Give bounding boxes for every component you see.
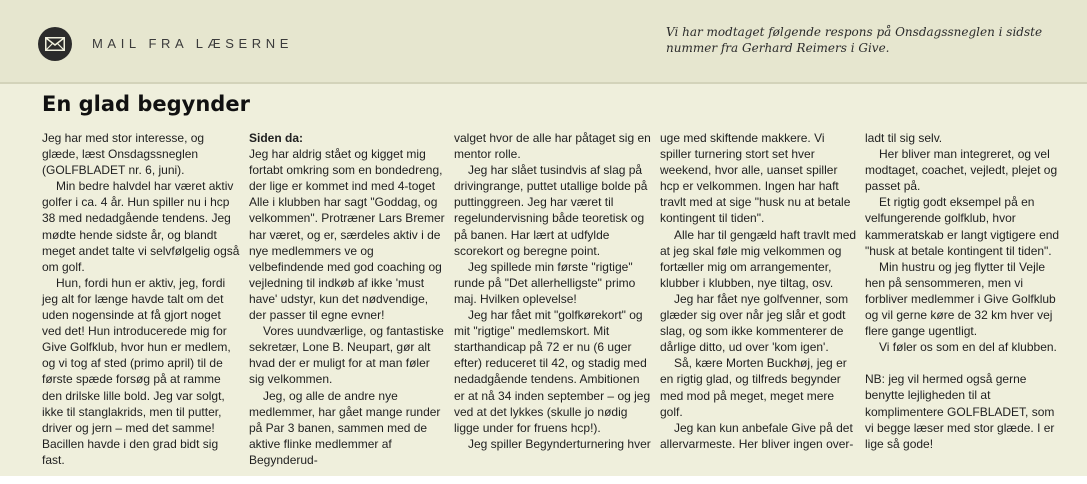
paragraph: valget hvor de alle har påtaget sig en mentor rolle.: [454, 131, 651, 162]
paragraph: Jeg kan kun anbefale Give på det allervarmeste. Her bliver ingen over-: [660, 420, 854, 451]
paragraph: Et rigtig godt eksempel på en velfungerende golfklub, hvor kammeratskab er langt vigtigere end "husk at betale kontingent til tiden".: [865, 195, 1060, 258]
paragraph: Her bliver man integreret, og vel modtaget, coachet, vejledt, plejet og passet på.: [865, 147, 1058, 194]
intro-line: nummer fra Gerhard Reimers i Give.: [666, 41, 890, 55]
paragraph: NB: jeg vil hermed også gerne benytte lejligheden til at komplimentere GOLFBLADET, som vi begge læser med stor glæde. I er lige så gode!: [865, 372, 1055, 451]
page-edge: [0, 476, 1087, 484]
paragraph: ladt til sig selv.: [865, 131, 943, 145]
paragraph: Jeg har fået nye golfvenner, som glæder sig over når jeg slår et godt slag, og som ikke kommenterer de dårlige ditto, ud over 'kom igen'.: [660, 291, 849, 355]
paragraph: Vi føler os som en del af klubben.: [879, 340, 1057, 355]
header-divider: [0, 82, 1087, 84]
paragraph: Så, kære Morten Buckhøj, jeg er en rigtig glad, og tilfreds begynder med mod på meget, meget mere golf.: [660, 356, 847, 419]
paragraph: Jeg, og alle de andre nye medlemmer, har gået mange runder på Par 3 banen, sammen med de aktive flinke medlemmer af Begynderud-: [249, 388, 441, 467]
paragraph: Min bedre halvdel har været aktiv golfer i ca. 4 år. Hun spiller nu i hcp 38 med nedadgående tendens. Jeg mødte hende sidste år, og blandt meget andet talte vi selvfølgelig også om golf.: [42, 179, 240, 274]
paragraph: uge med skiftende makkere. Vi spiller turnering stort set hver weekend, hvor alle, uanset spiller hcp er velkommen. Ingen har haft travlt med at sige "husk nu at betale kontingent til tiden".: [660, 131, 851, 226]
subheading: Siden da:: [249, 131, 304, 145]
article-column-3: [454, 130, 652, 452]
paragraph: Jeg har slået tusindvis af slag på drivingrange, puttet utallige bolde på puttinggreen. Jeg har været til regelundervisning både teoretisk og på banen. Har lært at udfylde scorekort og beregne point.: [454, 163, 648, 258]
paragraph: Vores uundværlige, og fantastiske sekretær, Lone B. Neupart, gør alt hvad der er muligt for at man føler sig velkommen.: [249, 324, 444, 387]
paragraph: Jeg har aldrig stået og kigget mig fortabt omkring som en bondedreng, der lige er kommet ind med 4-toget Alle i klubben har sagt "Goddag, og velkommen". Protræner Lars Bremer har været, og er, særdeles aktiv i de nye medlemmers ve og velbefindende med god coaching og vejledning til indkøb af ikke 'must have' udstyr, kun det nødvendige, der passer til egne evner!: [249, 147, 445, 323]
paragraph: Jeg har fået mit "golfkørekort" og mit "rigtige" medlemskort. Mit starthandicap på 72 er nu (6 uger efter) reduceret til 42, og stadig med nedadgående tendens. Ambitionen er at nå 34 inden september – og jeg ved at det lykkes (skulle jo nødig ligge under for fruens hcp!).: [454, 308, 651, 435]
paragraph: Alle har til gengæld haft travlt med at jeg skal føle mig velkommen og fortæller mig om arrangementer, klubber i klubben, nye tiltag, osv.: [660, 227, 857, 290]
paragraph: Jeg spiller Begynderturnering hver: [468, 436, 651, 451]
section-title: MAIL FRA LÆSERNE: [92, 36, 293, 51]
paragraph: Jeg har med stor interesse, og glæde, læst Onsdagssneglen (GOLFBLADET nr. 6, juni).: [42, 131, 205, 178]
article-column-5: [865, 130, 1063, 452]
article-column-4: [660, 130, 858, 452]
envelope-icon-svg: [45, 37, 65, 51]
paragraph: Jeg spillede min første "rigtige" runde på "Det allerhelligste" primo maj. Hvilken oplevelse!: [454, 259, 636, 306]
article-column-1: [42, 130, 240, 468]
article-headline: En glad begynder: [42, 92, 250, 116]
article-column-2: [249, 130, 447, 468]
paragraph: Hun, fordi hun er aktiv, jeg, fordi jeg alt for længe havde talt om det uden nogensinde at få gjort noget ved det! Hun introducerede mig for Give Golfklub, hvor hun er medlem, og vi tog af sted (primo april) til de første spæde forsøg på at ramme den drilske lille bold. Jeg var solgt, ikke til stanglakrids, men til putter, driver og jern – med det samme! Bacillen havde i den grad bidt sig fast.: [42, 275, 231, 467]
intro-text: [666, 24, 1066, 56]
envelope-icon: [38, 27, 72, 61]
intro-line: Vi har modtaget følgende respons på Onsdagssneglen i sidste: [666, 25, 1043, 39]
paragraph: Min hustru og jeg flytter til Vejle hen på sensommeren, men vi forbliver medlemmer i Give Golfklub og vil gerne køre de 32 km hver vej flere gange ugentligt.: [865, 259, 1056, 339]
